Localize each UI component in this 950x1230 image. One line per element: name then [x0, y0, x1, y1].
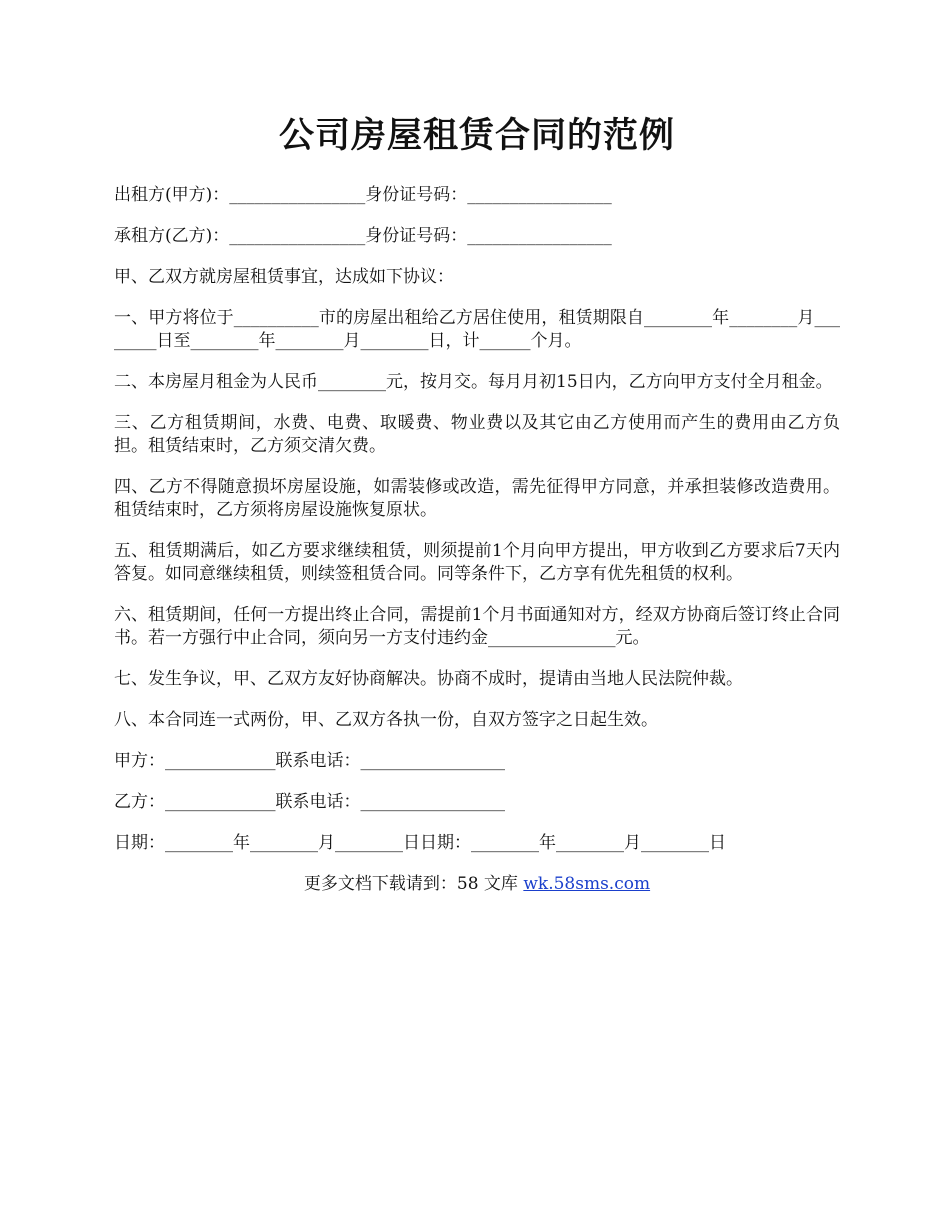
footer-link[interactable]: wk.58sms.com: [523, 874, 651, 894]
download-footer: [114, 873, 840, 896]
clause-2: 二、本房屋月租金为人民币________元，按月交。每月月初15日内，乙方向甲方支付全月租金。: [114, 372, 833, 392]
clause-5: 五、租赁期满后，如乙方要求继续租赁，则须提前1个月向甲方提出，甲方收到乙方要求后7天内答复。如同意继续租赁，则续签租赁合同。同等条件下，乙方享有优先租赁的权利。: [114, 541, 840, 584]
document-title: 公司房屋租赁合同的范例: [278, 115, 675, 156]
date-line: 日期：________年________月________日日期：________年________月________日: [114, 833, 726, 853]
lessee-line: 承租方(乙方)：________________身份证号码：_________________: [114, 226, 612, 246]
clause-1: 一、甲方将位于__________市的房屋出租给乙方居住使用，租赁期限自________年________月________日至________年________月________日，计______个月。: [114, 308, 840, 351]
clause-3: 三、乙方租赁期间，水费、电费、取暖费、物业费以及其它由乙方使用而产生的费用由乙方负担。租赁结束时，乙方须交清欠费。: [114, 413, 840, 456]
agreement-intro: 甲、乙双方就房屋租赁事宜，达成如下协议：: [114, 267, 454, 287]
party-b-signature-line: 乙方：_____________联系电话：_________________: [114, 792, 505, 812]
clause-6: 六、租赁期间，任何一方提出终止合同，需提前1个月书面通知对方，经双方协商后签订终止合同书。若一方强行中止合同，须向另一方支付违约金_______________元。: [114, 605, 840, 648]
footer-text: 更多文档下载请到：58 文库: [303, 874, 524, 894]
clause-7: 七、发生争议，甲、乙双方友好协商解决。协商不成时，提请由当地人民法院仲裁。: [114, 669, 743, 689]
clause-8: 八、本合同连一式两份，甲、乙双方各执一份，自双方签字之日起生效。: [114, 710, 658, 730]
lessor-line: 出租方(甲方)：________________身份证号码：_________________: [114, 185, 612, 205]
clause-4: 四、乙方不得随意损坏房屋设施，如需装修或改造，需先征得甲方同意，并承担装修改造费用。租赁结束时，乙方须将房屋设施恢复原状。: [114, 477, 840, 520]
party-a-signature-line: 甲方：_____________联系电话：_________________: [114, 751, 505, 771]
